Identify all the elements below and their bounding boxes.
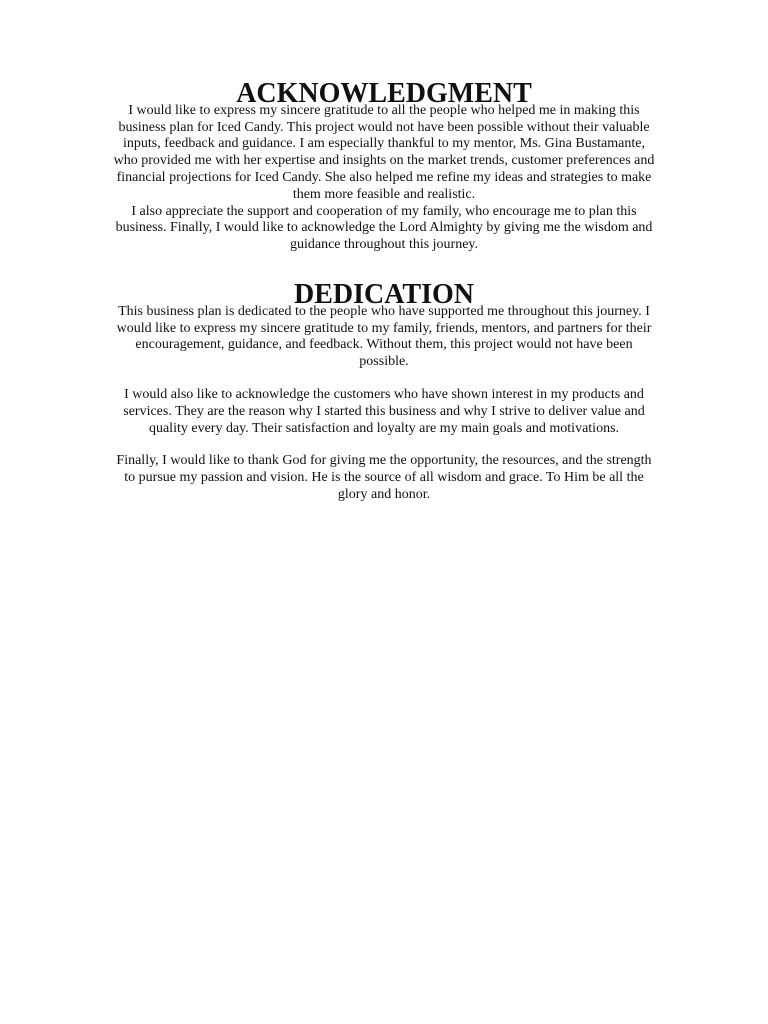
dedication-paragraph-1: This business plan is dedicated to the people who have supported me throughout this journey. I would like to express my sincere gratitude to my family, friends, mentors, and partners for their encouragement, guidance, and feedback. Without them, this project would not have been possible. xyxy=(116,303,652,370)
document-page xyxy=(112,78,656,504)
paragraph-spacer xyxy=(112,437,656,453)
paragraph-spacer xyxy=(112,371,656,387)
acknowledgment-paragraph-1: I would like to express my sincere gratitude to all the people who helped me in making this business plan for Iced Candy. This project would not have been possible without their valuable inputs, feedback and guidance. I am especially thankful to my mentor, Ms. Gina Bustamante, who provided me with her expertise and insights on the market trends, customer preferences and financial projections for Iced Candy. She also helped me refine my ideas and strategies to make them more feasible and realistic. xyxy=(113,102,655,202)
acknowledgment-paragraph-2: I also appreciate the support and cooperation of my family, who encourage me to plan this business. Finally, I would like to acknowledge the Lord Almighty by giving me the wisdom and guidance throughout this journey. xyxy=(115,203,653,253)
dedication-paragraph-2: I would also like to acknowledge the customers who have shown interest in my products and services. They are the reason why I started this business and why I strive to deliver value and quality every day. Their satisfaction and loyalty are my main goals and motivations. xyxy=(123,386,645,436)
dedication-heading: DEDICATION xyxy=(294,278,474,310)
dedication-paragraph-3: Finally, I would like to thank God for giving me the opportunity, the resources, and the strength to pursue my passion and vision. He is the source of all wisdom and grace. To Him be all the glory and honor. xyxy=(116,453,652,502)
acknowledgment-heading: ACKNOWLEDGMENT xyxy=(236,78,532,109)
acknowledgment-section xyxy=(112,78,656,254)
dedication-section xyxy=(112,278,656,504)
